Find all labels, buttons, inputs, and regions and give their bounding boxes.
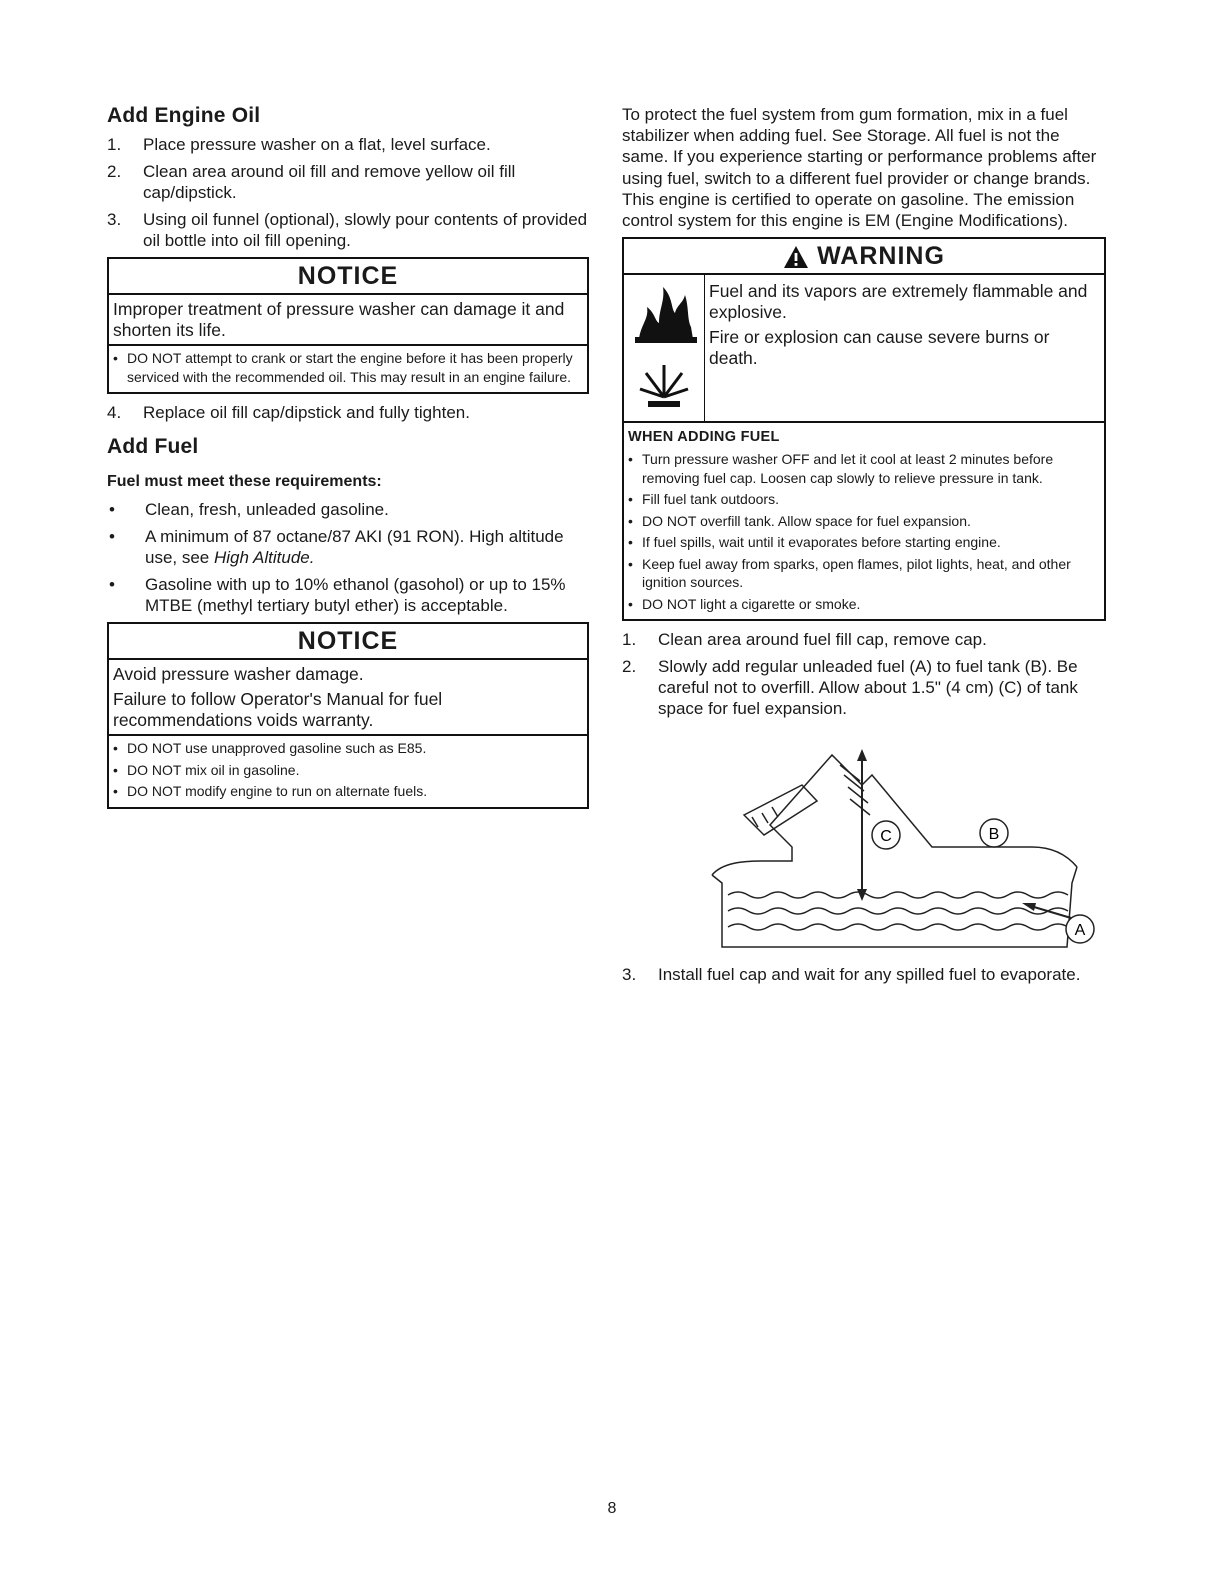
bullet-text: DO NOT modify engine to run on alternate fuels. — [127, 783, 428, 799]
hazard-icons — [624, 275, 705, 421]
add-engine-oil-heading: Add Engine Oil — [107, 104, 261, 127]
warning-hazard-row — [624, 275, 1104, 423]
list-item — [107, 134, 589, 155]
bullet-text: DO NOT attempt to crank or start the engine before it has been properly serviced with the recommended oil. This may result in an engine failure. — [127, 350, 573, 385]
list-item — [628, 512, 1100, 531]
explosion-icon — [634, 357, 694, 417]
list-item — [628, 490, 1100, 509]
notice-message — [109, 660, 587, 736]
notice-message-text: Failure to follow Operator's Manual for fuel recommendations voids warranty. — [113, 689, 443, 730]
bullet-text: Gasoline with up to 10% ethanol (gasohol) or up to 15% MTBE (methyl tertiary butyl ether) is acceptable. — [145, 575, 566, 615]
list-item — [622, 629, 1106, 650]
step-number: 3. — [622, 965, 637, 985]
label-a — [1066, 915, 1094, 943]
label-b-text: B — [988, 826, 1000, 844]
list-item — [113, 782, 583, 801]
bullet-text: A minimum of 87 octane/87 AKI (91 RON). High altitude use, see — [145, 527, 564, 567]
notice-message-text: Improper treatment of pressure washer can damage it and shorten its life. — [113, 299, 565, 340]
label-b — [980, 819, 1008, 847]
fuel-requirements-list — [107, 499, 589, 616]
warning-title: WARNING — [817, 242, 945, 271]
fuel-requirements-heading: Fuel must meet these requirements: — [107, 473, 382, 490]
fuel-intro-paragraph: To protect the fuel system from gum formation, mix in a fuel stabilizer when adding fuel. See Storage. All fuel is not the same. If you experience starting or performance problems after using fuel, switch to a different fuel provider or change brands. This engine is certified to operate on gasoline. The emission control system for this engine is EM (Engine Modifications). — [622, 105, 1097, 231]
list-item — [107, 574, 589, 616]
step-number: 4. — [107, 403, 122, 422]
list-item — [622, 656, 1106, 719]
bullet-text: If fuel spills, wait until it evaporates before starting engine. — [642, 534, 1001, 551]
list-item — [107, 209, 589, 251]
bullet-text: Fill fuel tank outdoors. — [642, 491, 779, 508]
bullet-icon: • — [113, 350, 118, 366]
bullet-text: DO NOT overfill tank. Allow space for fuel expansion. — [642, 512, 971, 529]
notice-bullets — [109, 736, 587, 807]
fuel-tank-diagram — [672, 735, 1102, 955]
bullet-text: DO NOT light a cigarette or smoke. — [642, 595, 861, 612]
list-item — [113, 349, 583, 386]
hazard-message: Fire or explosion can cause severe burns or death. — [709, 327, 1050, 369]
step-text: Place pressure washer on a flat, level surface. — [143, 135, 491, 154]
add-fuel-heading: Add Fuel — [107, 435, 199, 458]
notice-bullets — [109, 346, 587, 392]
notice-title: NOTICE — [109, 624, 587, 660]
hazard-message: Fuel and its vapors are extremely flammable and explosive. — [709, 281, 1088, 323]
warning-subheading: WHEN ADDING FUEL — [628, 429, 780, 446]
fuel-steps-list — [622, 629, 1106, 719]
label-a-text: A — [1074, 922, 1086, 940]
list-item — [628, 555, 1100, 592]
bullet-text: DO NOT mix oil in gasoline. — [127, 761, 300, 778]
bullet-icon: • — [113, 761, 118, 778]
notice-message — [109, 295, 587, 346]
step-text: Using oil funnel (optional), slowly pour contents of provided oil bottle into oil fill opening. — [143, 210, 588, 250]
bullet-text: Clean, fresh, unleaded gasoline. — [145, 500, 389, 519]
right-column — [622, 104, 1106, 991]
bullet-icon: • — [109, 575, 115, 594]
step-number: 1. — [107, 135, 122, 154]
list-item — [628, 533, 1100, 552]
high-altitude-link[interactable]: High Altitude. — [214, 548, 315, 567]
bullet-icon: • — [628, 491, 633, 508]
bullet-icon: • — [628, 534, 633, 551]
notice-title: NOTICE — [109, 259, 587, 295]
notice-box-oil — [107, 257, 589, 394]
bullet-icon: • — [628, 512, 633, 529]
list-item — [107, 161, 589, 203]
step-text: Clean area around oil fill and remove yellow oil fill cap/dipstick. — [143, 162, 516, 202]
list-item — [628, 595, 1100, 614]
step-text: Slowly add regular unleaded fuel (A) to fuel tank (B). Be careful not to overfill. Allow about 1.5" (4 cm) (C) of tank space for fuel expansion. — [658, 657, 1078, 719]
page-number: 8 — [607, 1500, 617, 1517]
label-c — [872, 821, 900, 849]
list-item — [113, 739, 583, 758]
warning-triangle-icon — [783, 245, 809, 269]
step-number: 1. — [622, 630, 637, 650]
bullet-icon: • — [628, 555, 633, 572]
fire-icon — [629, 279, 699, 349]
step-number: 3. — [107, 210, 122, 229]
bullet-text: DO NOT use unapproved gasoline such as E85. — [127, 740, 427, 756]
label-c-text: C — [880, 828, 892, 846]
list-item — [107, 499, 589, 520]
bullet-icon: • — [113, 783, 118, 799]
bullet-icon: • — [628, 451, 633, 468]
warning-box — [622, 237, 1106, 621]
list-item — [628, 450, 1100, 487]
notice-box-fuel — [107, 622, 589, 809]
hazard-text — [705, 275, 1104, 421]
list-item — [113, 761, 583, 780]
step-text: Install fuel cap and wait for any spilled fuel to evaporate. — [658, 965, 1081, 985]
bullet-text-wrap — [145, 526, 589, 568]
left-column — [107, 104, 589, 817]
warning-title-row — [624, 239, 1104, 275]
list-item — [107, 526, 589, 568]
step-number: 2. — [622, 657, 637, 677]
oil-steps-list — [107, 134, 589, 251]
bullet-text: Keep fuel away from sparks, open flames, pilot lights, heat, and other ignition sources. — [642, 555, 1071, 591]
warning-bullets — [624, 447, 1104, 619]
step-text: Clean area around fuel fill cap, remove cap. — [658, 630, 987, 650]
step-text: Replace oil fill cap/dipstick and fully tighten. — [143, 403, 470, 422]
step-number: 2. — [107, 162, 122, 181]
bullet-icon: • — [628, 595, 633, 612]
bullet-text: Turn pressure washer OFF and let it cool at least 2 minutes before removing fuel cap. Loosen cap slowly to relieve pressure in tank. — [642, 451, 1054, 486]
list-item — [107, 402, 589, 423]
bullet-icon: • — [109, 527, 115, 546]
notice-message-text: Avoid pressure washer damage. — [113, 664, 364, 684]
list-item — [622, 964, 1106, 985]
bullet-icon: • — [113, 740, 118, 756]
bullet-icon: • — [109, 500, 115, 519]
